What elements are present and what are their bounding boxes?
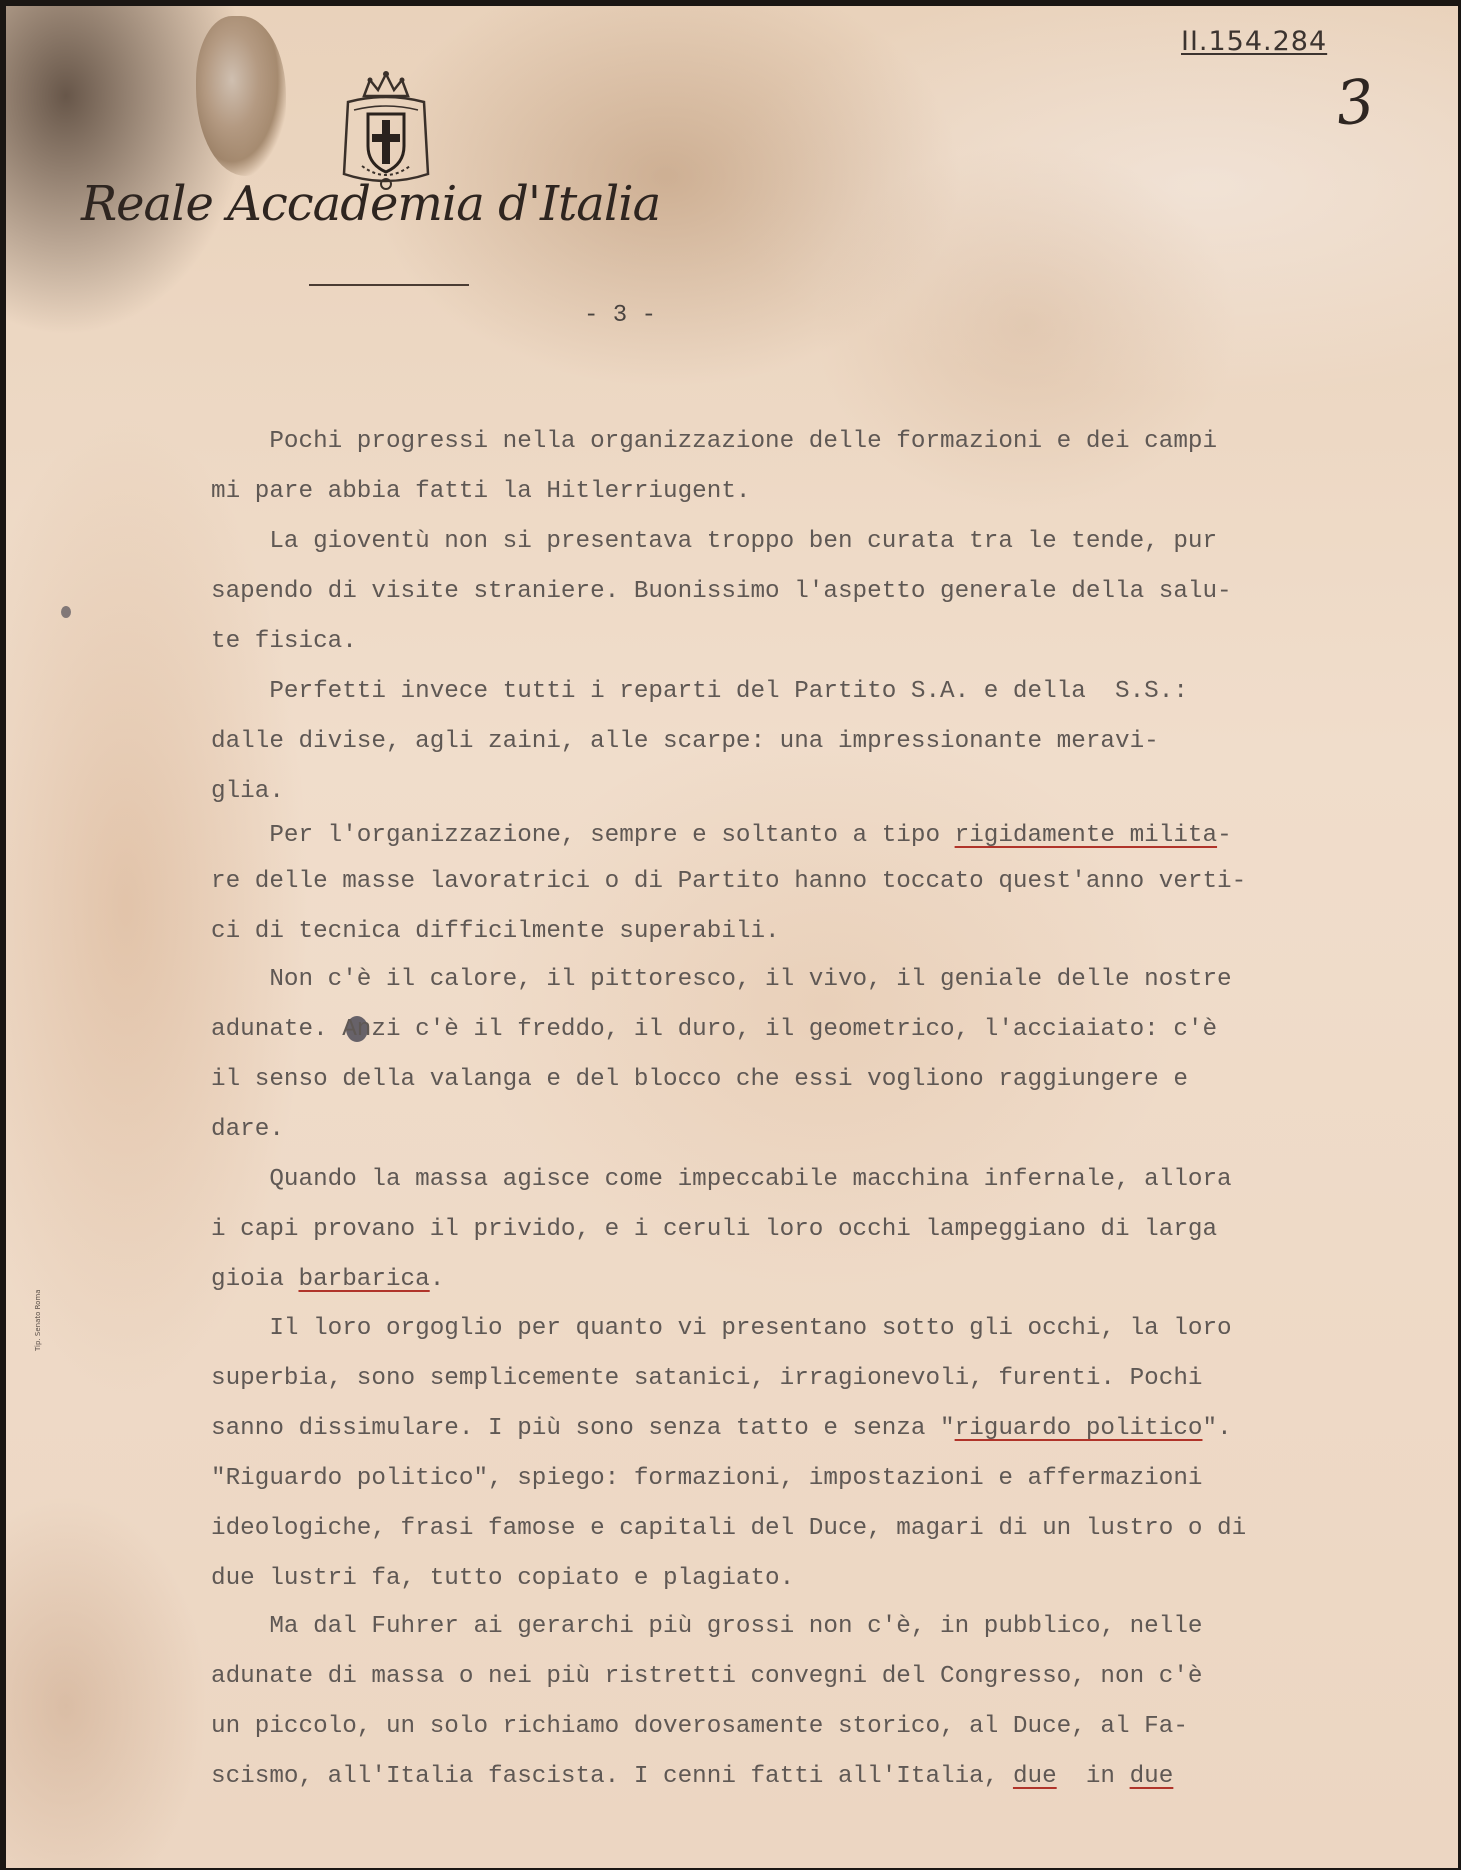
text-line: re delle masse lavoratrici o di Partito hanno toccato quest'anno verti-	[211, 868, 1247, 895]
page-number: - 3 -	[584, 302, 657, 329]
text-line: il senso della valanga e del blocco che essi vogliono raggiungere e	[211, 1066, 1188, 1093]
text-line: te fisica.	[211, 628, 357, 655]
text-line: due lustri fa, tutto copiato e plagiato.	[211, 1565, 795, 1592]
text-line: dalle divise, agli zaini, alle scarpe: una impressionante meravi-	[211, 728, 1159, 755]
institution-letterhead: Reale Accademia d'Italia	[81, 176, 661, 232]
text-line: adunate. Anzi c'è il freddo, il duro, il geometrico, l'acciaiato: c'è	[211, 1016, 1218, 1043]
underlined-phrase: due	[1129, 1763, 1174, 1790]
text-line: Quando la massa agisce come impeccabile macchina infernale, allora	[211, 1166, 1232, 1193]
text-line: gioia barbarica.	[211, 1266, 445, 1293]
burn-damage	[196, 16, 286, 176]
ink-stain	[61, 606, 71, 618]
text-line: Perfetti invece tutti i reparti del Partito S.A. e della S.S.:	[211, 678, 1188, 705]
underlined-phrase: barbarica	[298, 1266, 430, 1293]
text-line: i capi provano il privido, e i ceruli loro occhi lampeggiano di larga	[211, 1216, 1218, 1243]
text-line: sanno dissimulare. I più sono senza tatto e senza "riguardo politico".	[211, 1415, 1232, 1442]
letterhead-rule	[309, 284, 469, 286]
text-line: "Riguardo politico", spiego: formazioni, impostazioni e affermazioni	[211, 1465, 1203, 1492]
text-line: dare.	[211, 1116, 284, 1143]
text-line: un piccolo, un solo richiamo doverosamente storico, al Duce, al Fa-	[211, 1713, 1188, 1740]
text-line: ideologiche, frasi famose e capitali del Duce, magari di un lustro o di	[211, 1515, 1247, 1542]
text-line: Pochi progressi nella organizzazione delle formazioni e dei campi	[211, 428, 1218, 455]
underlined-phrase: riguardo politico	[954, 1415, 1203, 1442]
archive-reference: II.154.284	[1181, 26, 1328, 57]
text-line: Per l'organizzazione, sempre e soltanto a tipo rigidamente milita-	[211, 822, 1232, 849]
text-line: mi pare abbia fatti la Hitlerriugent.	[211, 478, 751, 505]
underlined-phrase: due	[1012, 1763, 1057, 1790]
underlined-phrase: rigidamente milita	[954, 822, 1218, 849]
printer-mark: Tip. Senato Roma	[34, 1289, 42, 1351]
text-line: adunate di massa o nei più ristretti convegni del Congresso, non c'è	[211, 1663, 1203, 1690]
text-line: Ma dal Fuhrer ai gerarchi più grossi non c'è, in pubblico, nelle	[211, 1613, 1203, 1640]
text-line: Il loro orgoglio per quanto vi presentano sotto gli occhi, la loro	[211, 1315, 1232, 1342]
text-line: sapendo di visite straniere. Buonissimo l'aspetto generale della salu-	[211, 578, 1232, 605]
text-line: ci di tecnica difficilmente superabili.	[211, 918, 780, 945]
text-line: La gioventù non si presentava troppo ben curata tra le tende, pur	[211, 528, 1218, 555]
text-line: Non c'è il calore, il pittoresco, il vivo, il geniale delle nostre	[211, 966, 1232, 993]
text-line: superbia, sono semplicemente satanici, irragionevoli, furenti. Pochi	[211, 1365, 1203, 1392]
text-line: glia.	[211, 778, 284, 805]
archive-sheet-number: 3	[1332, 66, 1378, 140]
text-line: scismo, all'Italia fascista. I cenni fatti all'Italia, due in due	[211, 1763, 1174, 1790]
document-page	[6, 6, 1458, 1868]
